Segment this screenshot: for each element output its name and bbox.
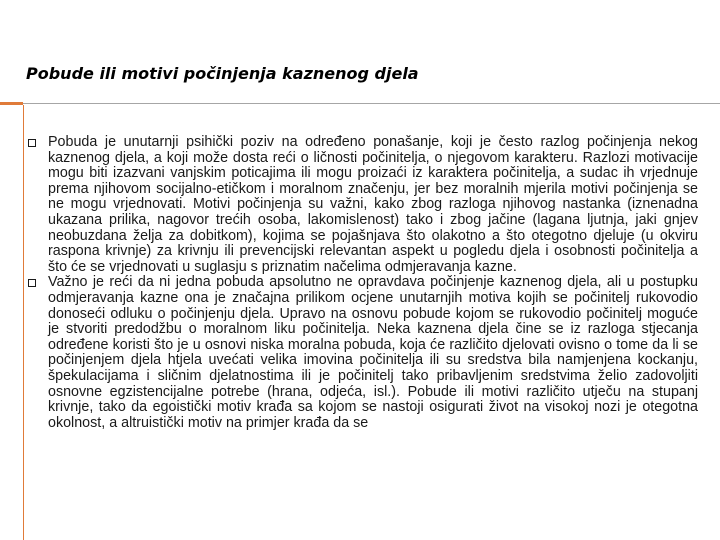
- title-rule: [23, 103, 720, 104]
- hollow-square-bullet-icon: [28, 139, 36, 147]
- bullet-list: [26, 135, 698, 431]
- slide-title: Pobude ili motivi počinjenja kaznenog djela: [26, 64, 419, 83]
- bullet-item: [26, 275, 698, 431]
- bullet-text: Pobuda je unutarnji psihički poziv na određeno ponašanje, koji je često razlog počinjenja nekog kaznenog djela, a koji može dosta reći o ličnosti počinitelja, o njegovom karakteru. Razlozi motivacije mogu biti izazvani vanjskim poticajima ili mogu proizaći iz karaktera počinitelja, a sudac ih vrjednuje prema njihovom socijalno-etičkom i moralnom značenju, jer bez moralnih mjerila motivi počinjenja se ne mogu vrjednovati. Motivi počinjenja su važni, kako zbog razloga njihovog nastanka (iznenadna ukazana prilika, nagovor trećih osoba, lakomislenost) tako i zbog jačine (lagana ljutnja, jaki gnjev neobuzdana želja za dobitkom), kojima se pojašnjava što olakotno a što otegotno djeluje (u okviru raspona krivnje) za krivnju ili prevencijski relevantan aspekt u pogledu djela i osobnosti počinitelja a što će se vrjednovati u suglasju s priznatim načelima odmjeravanja kazne.: [48, 134, 698, 275]
- bullet-item: [26, 135, 698, 275]
- hollow-square-bullet-icon: [28, 279, 36, 287]
- bullet-text: Važno je reći da ni jedna pobuda apsolutno ne opravdava počinjenje kaznenog djela, ali u postupku odmjeravanja kazne ona je značajna prilikom ocjene unutarnjih motiva kojih se počinitelj rukovodio donoseći odluku o počinjenju djela. Upravo na osnovu pobude kojom se rukovodio počinitelj moguće je stvoriti predodžbu o moralnom liku počinitelja. Neka kaznena djela čine se iz razloga stjecanja određene koristi što je u osnovi niska moralna pobuda, koja će različito djelovati ovisno o tome da li se počinjenjem djela htjela uvećati velika imovina počinitelja ili su sredstva bila namjenjena kockanju, špekulacijama i sličnim djelatnostima ili je počinitelj tako pribavljenim sredstvima želio zadovoljiti osnovne egzistencijalne potrebe (hrana, odjeća, isl.). Pobude ili motivi različito utječu na stupanj krivnje, tako da egoistički motiv krađa sa kojom se nastoji osigurati život na visokoj nozi je otegotna okolnost, a altruistički motiv na primjer krađa da se: [48, 274, 698, 431]
- title-rule-accent: [0, 102, 23, 105]
- left-accent-line: [23, 105, 24, 540]
